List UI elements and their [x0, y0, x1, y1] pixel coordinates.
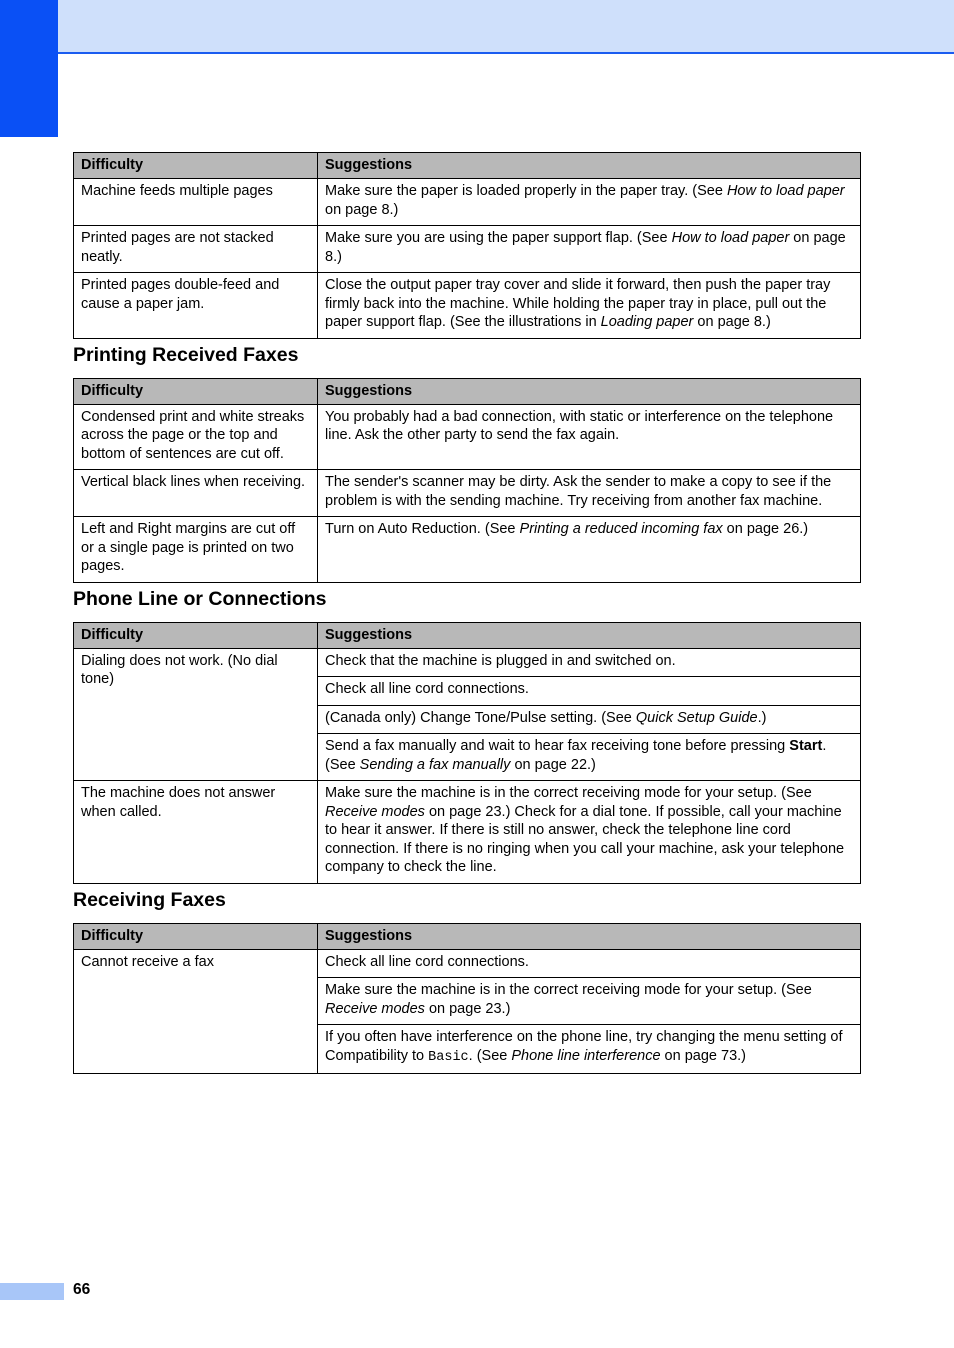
cross-reference: Receive modes	[325, 1000, 425, 1017]
table-row	[74, 648, 861, 677]
table-row	[74, 781, 861, 884]
suggestion-cell	[318, 517, 861, 583]
header-band	[0, 0, 954, 54]
cross-reference: Loading paper	[600, 314, 694, 330]
table-header-row	[74, 153, 861, 179]
cross-reference: Sending a fax manually	[359, 756, 511, 773]
difficulty-cell: Dialing does not work. (No dial tone)	[74, 648, 318, 781]
text: Send a fax manually and wait to hear fax receiving tone before pressing	[325, 738, 790, 754]
key-label: Start	[789, 738, 823, 754]
text: on page 8.)	[325, 201, 399, 218]
suggestion-cell: Check that the machine is plugged in and switched on.	[318, 648, 861, 677]
difficulty-cell: Condensed print and white streaks across the page or the top and bottom of sentences are cut off.	[74, 404, 318, 470]
suggestion-cell	[318, 978, 861, 1025]
column-header-difficulty: Difficulty	[74, 923, 318, 949]
table-row	[74, 517, 861, 583]
difficulty-cell: Vertical black lines when receiving.	[74, 470, 318, 517]
cross-reference: How to load paper	[671, 230, 790, 246]
difficulty-cell: The machine does not answer when called.	[74, 781, 318, 884]
suggestion-cell	[318, 734, 861, 781]
menu-value: Basic	[428, 1049, 469, 1065]
suggestion-cell: You probably had a bad connection, with static or interference on the telephone line. Ask the other party to send the fax again.	[318, 404, 861, 470]
table-row	[74, 404, 861, 470]
text: If you often have interference on the phone line, try changing the menu setting of Compatibility to	[325, 1029, 843, 1064]
troubleshooting-table-phone-line	[73, 622, 861, 884]
cross-reference: Phone line interference	[511, 1047, 661, 1064]
section-title-phone-line: Phone Line or Connections	[73, 587, 327, 610]
cross-reference: Receive modes	[325, 803, 425, 820]
difficulty-cell: Machine feeds multiple pages	[74, 179, 318, 226]
text: .)	[757, 709, 767, 726]
column-header-difficulty: Difficulty	[74, 153, 318, 179]
text: Make sure you are using the paper support flap. (See	[325, 230, 672, 246]
column-header-suggestions: Suggestions	[318, 378, 861, 404]
table-header-row	[74, 923, 861, 949]
footer-bar	[0, 1283, 64, 1300]
column-header-suggestions: Suggestions	[318, 153, 861, 179]
suggestion-cell	[318, 273, 861, 339]
section-title-printing-received-faxes: Printing Received Faxes	[73, 343, 299, 366]
page-number: 66	[73, 1281, 91, 1298]
text: Make sure the machine is in the correct receiving mode for your setup. (See	[325, 785, 812, 801]
text: . (See	[468, 1047, 512, 1064]
cross-reference: How to load paper	[726, 183, 845, 199]
text: Make sure the machine is in the correct receiving mode for your setup. (See	[325, 982, 812, 998]
suggestion-cell	[318, 705, 861, 734]
text: Make sure the paper is loaded properly in the paper tray. (See	[325, 183, 727, 199]
suggestion-cell	[318, 781, 861, 884]
suggestion-cell: Check all line cord connections.	[318, 949, 861, 978]
troubleshooting-table-printing-received-faxes	[73, 378, 861, 583]
suggestion-cell	[318, 179, 861, 226]
chapter-tab	[0, 0, 58, 137]
section-title-receiving-faxes: Receiving Faxes	[73, 888, 226, 911]
column-header-suggestions: Suggestions	[318, 923, 861, 949]
table-row	[74, 179, 861, 226]
text: on page 23.)	[424, 1000, 511, 1017]
text: Close the output paper tray cover and slide it forward, then push the paper tray firmly back into the machine. While holding the paper tray in place, pull out the paper support flap. (See the illustrations in	[325, 277, 831, 330]
troubleshooting-table-receiving-faxes	[73, 923, 861, 1075]
text: . (See	[325, 738, 827, 773]
text: on page 8.)	[325, 230, 846, 265]
table-header-row	[74, 378, 861, 404]
text: on page 73.)	[660, 1047, 746, 1064]
suggestion-cell: Check all line cord connections.	[318, 677, 861, 706]
suggestion-cell: The sender's scanner may be dirty. Ask the sender to make a copy to see if the problem is with the sending machine. Try receiving from another fax machine.	[318, 470, 861, 517]
text: Turn on Auto Reduction. (See	[325, 521, 520, 537]
text: on page 8.)	[693, 314, 771, 330]
text: on page 23.) Check for a dial tone. If possible, call your machine to hear it answer. If there is still no answer, check the telephone line cord connection. If there is no ringing when you call your machine, ask your telephone company to check the line.	[325, 803, 845, 875]
page-content	[73, 152, 860, 1074]
text: on page 22.)	[510, 756, 596, 773]
difficulty-cell: Cannot receive a fax	[74, 949, 318, 1074]
column-header-difficulty: Difficulty	[74, 378, 318, 404]
text: (Canada only) Change Tone/Pulse setting. (See	[325, 709, 636, 726]
table-header-row	[74, 622, 861, 648]
column-header-difficulty: Difficulty	[74, 622, 318, 648]
text: on page 26.)	[722, 521, 809, 537]
troubleshooting-table-paper-handling	[73, 152, 861, 339]
suggestion-cell	[318, 1025, 861, 1074]
column-header-suggestions: Suggestions	[318, 622, 861, 648]
table-row	[74, 470, 861, 517]
table-row	[74, 226, 861, 273]
difficulty-cell: Printed pages double-feed and cause a paper jam.	[74, 273, 318, 339]
difficulty-cell: Left and Right margins are cut off or a single page is printed on two pages.	[74, 517, 318, 583]
suggestion-cell	[318, 226, 861, 273]
table-row	[74, 949, 861, 978]
difficulty-cell: Printed pages are not stacked neatly.	[74, 226, 318, 273]
table-row	[74, 273, 861, 339]
cross-reference: Printing a reduced incoming fax	[519, 521, 723, 537]
cross-reference: Quick Setup Guide	[635, 709, 758, 726]
